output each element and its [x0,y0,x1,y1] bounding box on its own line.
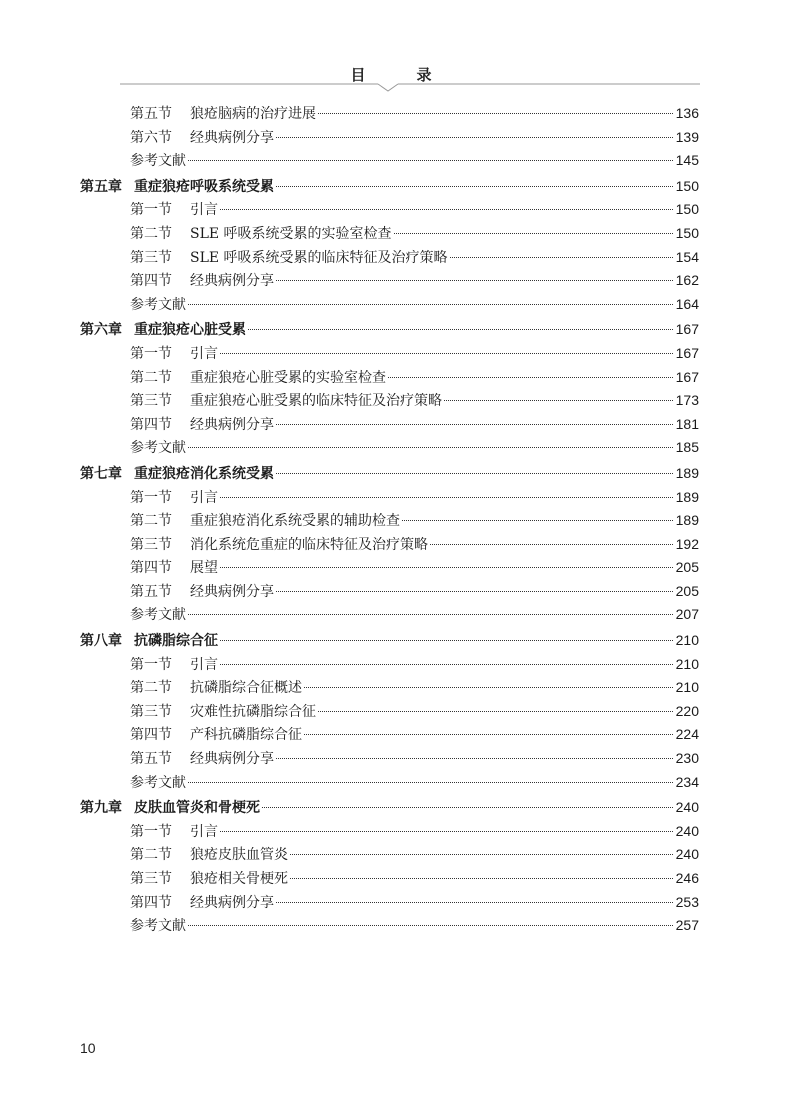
toc-references-row[interactable] [80,914,699,938]
toc-section-row[interactable] [80,269,699,293]
toc-entry-page: 240 [675,846,699,863]
toc-entry-number: 第五节 [130,106,172,122]
dot-leader [220,209,673,210]
toc-entry-title: 引言 [190,823,218,840]
toc-entry-page: 181 [675,415,699,432]
toc-section-row[interactable] [80,843,699,867]
dot-leader [188,304,673,305]
toc-section-row[interactable] [80,556,699,580]
toc-entry-title: 重症狼疮心脏受累的临床特征及治疗策略 [190,393,442,410]
toc-entry-number: 第五章 [80,178,122,195]
dot-leader [188,447,673,448]
toc-references-row[interactable] [80,436,699,460]
toc-entry-number: 第一节 [130,202,172,219]
toc-references-row[interactable] [80,149,699,173]
toc-entry-title: 抗磷脂综合征 [134,633,218,650]
toc-entry-title: 经典病例分享 [190,273,274,290]
toc-section-row[interactable] [80,102,699,126]
dot-leader [276,137,673,138]
toc-entry-page: 173 [675,392,699,409]
toc-entry-title: 引言 [190,202,218,219]
dot-leader [188,925,673,926]
toc-entry-title: 重症狼疮呼吸系统受累 [134,178,274,195]
dot-leader [188,782,673,783]
dot-leader [430,544,673,545]
toc-entry-page: 210 [675,632,699,649]
toc-entry-page: 189 [675,512,699,529]
toc-chapter-row[interactable] [80,175,699,199]
toc-section-row[interactable] [80,676,699,700]
dot-leader [290,854,673,855]
toc-entry-number: 第四节 [130,727,172,744]
toc-entry-title: 经典病例分享 [190,751,274,768]
dot-leader [220,831,673,832]
toc-entry-number: 第二节 [130,513,172,530]
toc-section-row[interactable] [80,820,699,844]
dot-leader [220,353,673,354]
toc-entry-number: 第二节 [130,680,172,697]
dot-leader [276,186,673,187]
toc-references-row[interactable] [80,293,699,317]
toc-entry-number: 第二节 [130,369,172,386]
toc-entry-page: 240 [675,822,699,839]
toc-entry-page: 207 [675,606,699,623]
toc-entry-page: 185 [675,439,699,456]
dot-leader [220,640,673,641]
toc-section-row[interactable] [80,509,699,533]
toc-entry-title: 参考文献 [130,440,186,457]
toc-entry-title: SLE 呼吸系统受累的实验室检查 [190,225,392,242]
toc-entry-number: 第三节 [130,393,172,410]
dot-leader [388,377,673,378]
toc-entry-number: 第三节 [130,249,172,266]
dot-leader [188,160,673,161]
toc-entry-number: 第三节 [130,703,172,720]
toc-entry-title: 引言 [190,345,218,362]
dot-leader [276,902,673,903]
dot-leader [450,257,673,258]
toc-entry-page: 246 [675,870,699,886]
toc-entry-number: 第一节 [130,489,172,506]
toc-section-row[interactable] [80,700,699,724]
toc-section-row[interactable] [80,389,699,413]
toc-references-row[interactable] [80,771,699,795]
toc-entry-page: 224 [675,726,699,743]
dot-leader [444,400,673,401]
toc-section-row[interactable] [80,723,699,747]
table-of-contents [80,102,699,938]
toc-entry-page: 240 [675,799,699,816]
toc-entry-title: 参考文献 [130,774,186,791]
page-number: 10 [80,1040,96,1056]
dot-leader [402,520,673,521]
dot-leader [304,734,673,735]
toc-entry-page: 136 [675,105,699,121]
toc-entry-page: 220 [675,702,699,719]
toc-section-row[interactable] [80,533,699,557]
toc-section-row[interactable] [80,366,699,390]
toc-chapter-row[interactable] [80,318,699,342]
toc-entry-title: 狼疮皮肤血管炎 [190,847,288,864]
toc-entry-title: 重症狼疮消化系统受累 [134,465,274,482]
toc-entry-page: 189 [675,488,699,505]
running-header [120,62,700,92]
toc-entry-page: 189 [675,464,699,481]
toc-entry-page: 205 [675,559,699,576]
dot-leader [220,567,673,568]
toc-section-row[interactable] [80,342,699,366]
dot-leader [248,329,673,330]
toc-entry-title: 产科抗磷脂综合征 [190,727,302,744]
toc-entry-title: 重症狼疮消化系统受累的辅助检查 [190,513,400,530]
toc-section-row[interactable] [80,580,699,604]
dot-leader [276,591,673,592]
toc-section-row[interactable] [80,867,699,891]
toc-entry-number: 第八章 [80,633,122,650]
toc-entry-page: 145 [675,152,699,169]
dot-leader [276,473,673,474]
toc-entry-page: 234 [675,773,699,790]
dot-leader [276,280,673,281]
toc-entry-number: 第七章 [80,465,122,482]
toc-entry-page: 253 [675,893,699,910]
toc-entry-title: 参考文献 [130,918,186,935]
toc-section-row[interactable] [80,198,699,222]
toc-section-row[interactable] [80,246,699,270]
toc-entry-title: 参考文献 [130,153,186,170]
toc-entry-page: 150 [675,201,699,218]
toc-entry-page: 167 [675,321,699,338]
toc-section-row[interactable] [80,413,699,437]
toc-entry-number: 第五节 [130,583,172,600]
toc-section-row[interactable] [80,747,699,771]
toc-entry-page: 154 [675,248,699,265]
toc-entry-page: 257 [675,917,699,934]
toc-entry-title: 抗磷脂综合征概述 [190,680,302,697]
toc-entry-title: 狼疮相关骨梗死 [190,871,288,887]
toc-entry-number: 第四节 [130,560,172,577]
dot-leader [220,497,673,498]
dot-leader [276,424,673,425]
toc-entry-title: 皮肤血管炎和骨梗死 [134,800,260,817]
toc-entry-page: 150 [675,224,699,241]
toc-entry-number: 第六章 [80,322,122,339]
toc-entry-title: 参考文献 [130,296,186,313]
toc-entry-number: 第一节 [130,345,172,362]
dot-leader [394,233,673,234]
dot-leader [188,614,673,615]
toc-entry-number: 第一节 [130,656,172,673]
toc-chapter-row[interactable] [80,629,699,653]
toc-entry-title: 引言 [190,489,218,506]
toc-section-row[interactable] [80,126,699,150]
toc-entry-number: 第二节 [130,847,172,864]
dot-leader [276,758,673,759]
toc-entry-page: 167 [675,368,699,385]
toc-entry-number: 第四节 [130,894,172,911]
toc-entry-page: 192 [675,535,699,552]
toc-entry-page: 162 [675,272,699,289]
dot-leader [220,664,673,665]
toc-entry-page: 230 [675,750,699,767]
toc-entry-page: 164 [675,295,699,312]
toc-entry-number: 第九章 [80,800,122,817]
toc-entry-page: 205 [675,582,699,599]
toc-entry-number: 第五节 [130,751,172,768]
dot-leader [290,878,673,879]
toc-entry-title: 经典病例分享 [190,894,274,911]
toc-entry-page: 167 [675,344,699,361]
toc-entry-title: 重症狼疮心脏受累的实验室检查 [190,369,386,386]
toc-entry-number: 第二节 [130,225,172,242]
toc-chapter-row[interactable] [80,796,699,820]
toc-entry-title: 灾难性抗磷脂综合征 [190,703,316,720]
dot-leader [318,711,673,712]
toc-entry-title: 经典病例分享 [190,129,274,146]
toc-entry-title: 消化系统危重症的临床特征及治疗策略 [190,536,428,553]
toc-entry-number: 第三节 [130,871,172,887]
toc-entry-title: 狼疮脑病的治疗进展 [190,106,316,122]
toc-entry-page: 210 [675,655,699,672]
toc-references-row[interactable] [80,603,699,627]
toc-entry-title: 经典病例分享 [190,416,274,433]
toc-entry-title: 重症狼疮心脏受累 [134,322,246,339]
toc-entry-number: 第四节 [130,273,172,290]
toc-entry-number: 第三节 [130,536,172,553]
toc-chapter-row[interactable] [80,462,699,486]
toc-section-row[interactable] [80,486,699,510]
toc-entry-title: 展望 [190,560,218,577]
toc-entry-title: 经典病例分享 [190,583,274,600]
toc-entry-title: 引言 [190,656,218,673]
toc-entry-title: 参考文献 [130,607,186,624]
header-title: 目 录 [350,66,450,84]
dot-leader [318,113,673,114]
toc-entry-number: 第一节 [130,823,172,840]
toc-entry-page: 210 [675,679,699,696]
toc-section-row[interactable] [80,653,699,677]
toc-entry-title: SLE 呼吸系统受累的临床特征及治疗策略 [190,249,448,266]
dot-leader [262,807,673,808]
toc-entry-page: 150 [675,177,699,194]
toc-entry-number: 第四节 [130,416,172,433]
dot-leader [304,687,673,688]
toc-entry-number: 第六节 [130,129,172,146]
toc-section-row[interactable] [80,222,699,246]
toc-section-row[interactable] [80,891,699,915]
toc-entry-page: 139 [675,128,699,145]
